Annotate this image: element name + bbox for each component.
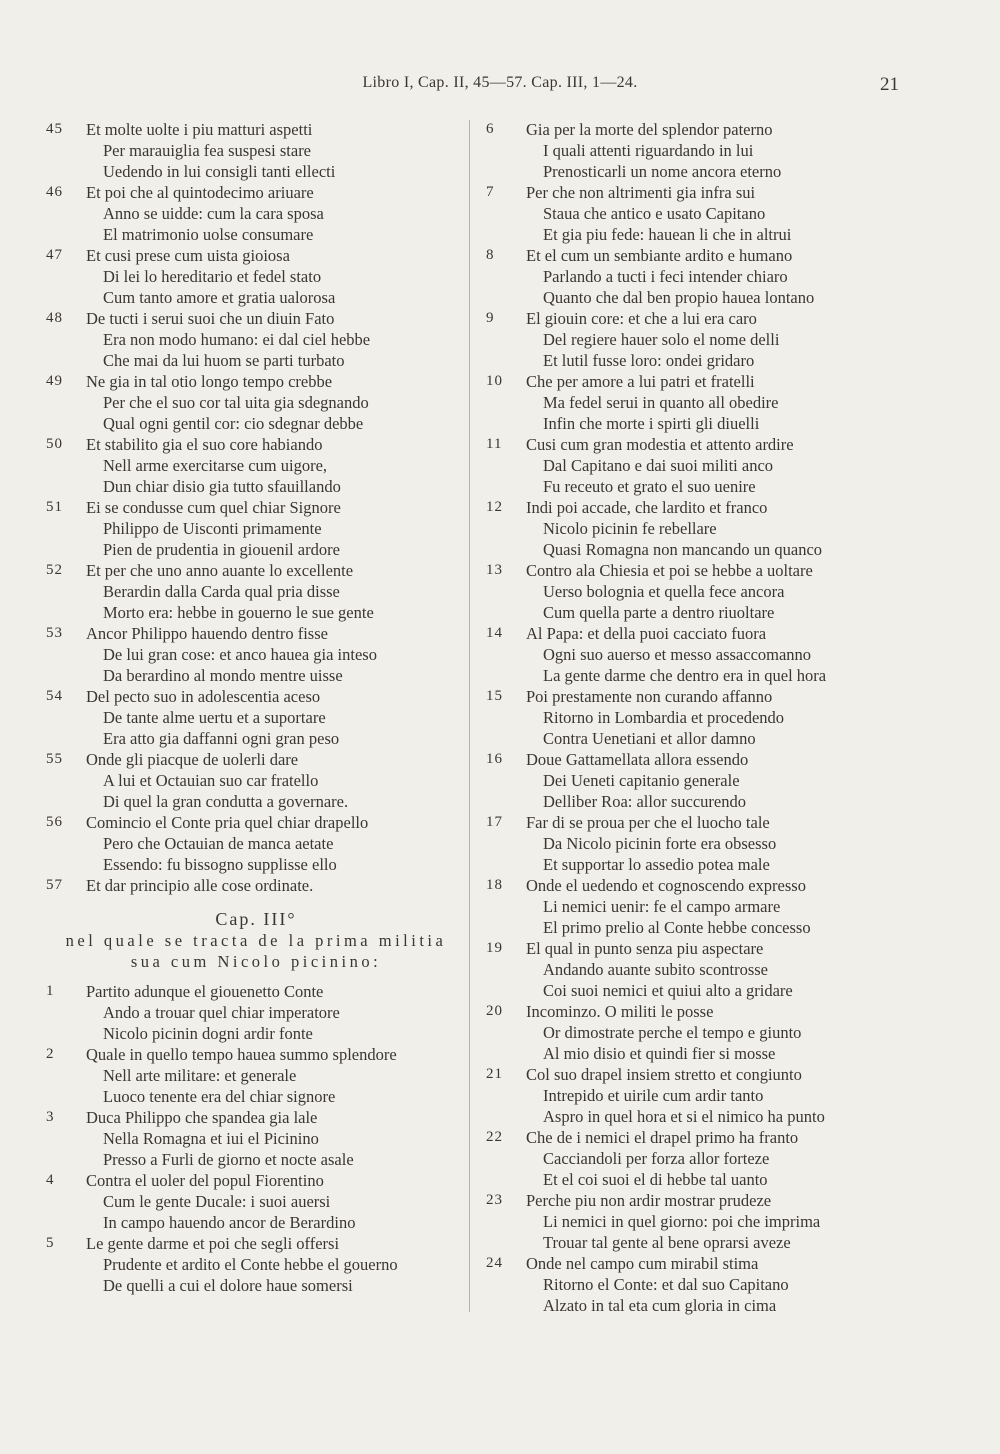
right-stanzas xyxy=(486,119,906,1316)
verse-line: Dun chiar disio gia tutto sfauillando xyxy=(103,477,341,496)
stanza xyxy=(486,749,906,812)
verse-line: Et stabilito gia el suo core habiando xyxy=(86,435,323,454)
verse-line: Del pecto suo in adolescentia aceso xyxy=(86,687,321,706)
verse-line: De tucti i serui suoi che un diuin Fato xyxy=(86,309,335,328)
verse-line: Infin che morte i spirti gli diuelli xyxy=(543,414,760,433)
stanza xyxy=(46,1233,466,1296)
stanza-number: 10 xyxy=(486,373,503,389)
verse-line: Pien de prudentia in giouenil ardore xyxy=(103,540,340,559)
verse-line: Comincio el Conte pria quel chiar drapello xyxy=(86,813,369,832)
stanza-number: 24 xyxy=(486,1255,503,1271)
stanza-number: 57 xyxy=(46,877,63,893)
verse-line: Li nemici in quel giorno: poi che imprima xyxy=(543,1212,821,1231)
stanza-number: 19 xyxy=(486,940,503,956)
stanza-number: 6 xyxy=(486,121,495,137)
verse-line: El qual in punto senza piu aspectare xyxy=(526,939,764,958)
verse-line: Che de i nemici el drapel primo ha franto xyxy=(526,1128,799,1147)
verse-line: Era non modo humano: ei dal ciel hebbe xyxy=(103,330,371,349)
verse-line: Onde nel campo cum mirabil stima xyxy=(526,1254,759,1273)
verse-line: Ancor Philippo hauendo dentro fisse xyxy=(86,624,328,643)
stanza-number: 49 xyxy=(46,373,63,389)
verse-line: Et gia piu fede: hauean li che in altrui xyxy=(543,225,792,244)
stanza xyxy=(486,245,906,308)
verse-line: Di lei lo hereditario et fedel stato xyxy=(103,267,322,286)
stanza-number: 5 xyxy=(46,1235,55,1251)
left-column xyxy=(46,119,466,1296)
verse-line: Cacciandoli per forza allor forteze xyxy=(543,1149,770,1168)
stanza xyxy=(46,749,466,812)
stanza xyxy=(46,1044,466,1107)
column-divider xyxy=(469,120,470,1312)
verse-line: Quale in quello tempo hauea summo splendore xyxy=(86,1045,397,1064)
verse-line: Et el coi suoi el di hebbe tal uanto xyxy=(543,1170,768,1189)
stanza-number: 46 xyxy=(46,184,63,200)
verse-line: Era atto gia daffanni ogni gran peso xyxy=(103,729,340,748)
verse-line: Or dimostrate perche el tempo e giunto xyxy=(543,1023,802,1042)
verse-line: Incominzo. O militi le posse xyxy=(526,1002,714,1021)
stanza-number: 7 xyxy=(486,184,495,200)
stanza xyxy=(486,1001,906,1064)
verse-line: Et molte uolte i piu matturi aspetti xyxy=(86,120,313,139)
verse-line: Perche piu non ardir mostrar prudeze xyxy=(526,1191,772,1210)
stanza-number: 14 xyxy=(486,625,503,641)
verse-line: Intrepido et uirile cum ardir tanto xyxy=(543,1086,764,1105)
verse-line: Da berardino al mondo mentre uisse xyxy=(103,666,343,685)
verse-line: Ritorno in Lombardia et procedendo xyxy=(543,708,785,727)
verse-line: Quanto che dal ben propio hauea lontano xyxy=(543,288,815,307)
stanza xyxy=(486,119,906,182)
stanza xyxy=(46,623,466,686)
chapter-subtitle-line: nel quale se tracta de la prima militia xyxy=(65,931,447,950)
stanza-number: 45 xyxy=(46,121,63,137)
stanza-number: 8 xyxy=(486,247,495,263)
verse-line: Luoco tenente era del chiar signore xyxy=(103,1087,336,1106)
stanza-number: 3 xyxy=(46,1109,55,1125)
stanza xyxy=(486,434,906,497)
verse-line: Et per che uno anno auante lo excellente xyxy=(86,561,354,580)
verse-line: Che per amore a lui patri et fratelli xyxy=(526,372,755,391)
verse-line: De quelli a cui el dolore haue somersi xyxy=(103,1276,353,1295)
verse-line: El primo prelio al Conte hebbe concesso xyxy=(543,918,811,937)
verse-line: Indi poi accade, che lardito et franco xyxy=(526,498,768,517)
verse-line: Onde gli piacque de uolerli dare xyxy=(86,750,299,769)
stanza-number: 16 xyxy=(486,751,503,767)
verse-line: Et poi che al quintodecimo ariuare xyxy=(86,183,314,202)
verse-line: El giouin core: et che a lui era caro xyxy=(526,309,757,328)
stanza xyxy=(46,1107,466,1170)
stanza xyxy=(486,875,906,938)
verse-line: Nell arme exercitarse cum uigore, xyxy=(103,456,328,475)
stanza xyxy=(46,308,466,371)
chapter-title: Cap. III° xyxy=(215,909,297,929)
verse-line: I quali attenti riguardando in lui xyxy=(543,141,754,160)
running-head: Libro I, Cap. II, 45—57. Cap. III, 1—24. xyxy=(362,74,638,91)
stanza xyxy=(486,812,906,875)
verse-line: Per marauiglia fea suspesi stare xyxy=(103,141,312,160)
verse-line: Fu receuto et grato el suo uenire xyxy=(543,477,756,496)
stanza xyxy=(486,560,906,623)
stanza xyxy=(46,245,466,308)
verse-line: De lui gran cose: et anco hauea gia inteso xyxy=(103,645,377,664)
verse-line: Coi suoi nemici et quiui alto a gridare xyxy=(543,981,793,1000)
stanza-number: 15 xyxy=(486,688,503,704)
verse-line: Per che el suo cor tal uita gia sdegnando xyxy=(103,393,369,412)
verse-line: Nella Romagna et iui el Picinino xyxy=(103,1129,319,1148)
verse-line: Ando a trouar quel chiar imperatore xyxy=(103,1003,340,1022)
verse-line: Di quel la gran condutta a governare. xyxy=(103,792,349,811)
verse-line: Dal Capitano e dai suoi militi anco xyxy=(543,456,774,475)
verse-line: Ogni suo auerso et messo assaccomanno xyxy=(543,645,812,664)
stanza-number: 21 xyxy=(486,1066,503,1082)
verse-line: Cusi cum gran modestia et attento ardire xyxy=(526,435,794,454)
stanza xyxy=(486,308,906,371)
stanza-number: 56 xyxy=(46,814,63,830)
stanza-number: 20 xyxy=(486,1003,503,1019)
verse-line: Che mai da lui huom se parti turbato xyxy=(103,351,345,370)
left-stanzas-chapter-2 xyxy=(46,119,466,896)
verse-line: Cum le gente Ducale: i suoi auersi xyxy=(103,1192,331,1211)
verse-line: Per che non altrimenti gia infra sui xyxy=(526,183,756,202)
stanza xyxy=(486,371,906,434)
stanza-number: 1 xyxy=(46,983,55,999)
stanza-number: 13 xyxy=(486,562,503,578)
verse-line: Da Nicolo picinin forte era obsesso xyxy=(543,834,777,853)
stanza xyxy=(486,497,906,560)
stanza xyxy=(46,371,466,434)
stanza-number: 11 xyxy=(486,436,503,452)
stanza xyxy=(46,686,466,749)
stanza-number: 9 xyxy=(486,310,495,326)
page-number: 21 xyxy=(880,74,899,95)
verse-line: Uerso bolognia et quella fece ancora xyxy=(543,582,785,601)
verse-line: Presso a Furli de giorno et nocte asale xyxy=(103,1150,354,1169)
stanza xyxy=(46,1170,466,1233)
verse-line: Morto era: hebbe in gouerno le sue gente xyxy=(103,603,374,622)
chapter-heading xyxy=(46,908,466,972)
verse-line: Nicolo picinin fe rebellare xyxy=(543,519,717,538)
stanza xyxy=(486,623,906,686)
verse-line: Li nemici uenir: fe el campo armare xyxy=(543,897,781,916)
verse-line: Doue Gattamellata allora essendo xyxy=(526,750,749,769)
stanza-number: 4 xyxy=(46,1172,55,1188)
verse-line: El matrimonio uolse consumare xyxy=(103,225,314,244)
stanza-number: 22 xyxy=(486,1129,503,1145)
verse-line: Ma fedel serui in quanto all obedire xyxy=(543,393,779,412)
left-stanzas-chapter-3 xyxy=(46,981,466,1296)
verse-line: Staua che antico e usato Capitano xyxy=(543,204,766,223)
verse-line: Poi prestamente non curando affanno xyxy=(526,687,773,706)
verse-line: Del regiere hauer solo el nome delli xyxy=(543,330,780,349)
stanza-number: 53 xyxy=(46,625,63,641)
stanza xyxy=(486,1190,906,1253)
verse-line: Trouar tal gente al bene oprarsi aveze xyxy=(543,1233,791,1252)
stanza-number: 2 xyxy=(46,1046,55,1062)
verse-line: Nell arte militare: et generale xyxy=(103,1066,297,1085)
verse-line: Uedendo in lui consigli tanti ellecti xyxy=(103,162,336,181)
verse-line: De tante alme uertu et a suportare xyxy=(103,708,326,727)
verse-line: Andando auante subito scontrosse xyxy=(543,960,768,979)
verse-line: Et lutil fusse loro: ondei gridaro xyxy=(543,351,755,370)
stanza-number: 52 xyxy=(46,562,63,578)
verse-line: Ritorno el Conte: et dal suo Capitano xyxy=(543,1275,789,1294)
stanza xyxy=(46,812,466,875)
verse-line: Contra el uoler del popul Fiorentino xyxy=(86,1171,324,1190)
verse-line: Contro ala Chiesia et poi se hebbe a uoltare xyxy=(526,561,813,580)
verse-line: Al mio disio et quindi fier si mosse xyxy=(543,1044,776,1063)
verse-line: Essendo: fu bissogno supplisse ello xyxy=(103,855,337,874)
right-column xyxy=(486,119,906,1316)
verse-line: Et supportar lo assedio potea male xyxy=(543,855,770,874)
stanza-number: 55 xyxy=(46,751,63,767)
verse-line: Cum quella parte a dentro riuoltare xyxy=(543,603,775,622)
stanza-number: 18 xyxy=(486,877,503,893)
verse-line: Cum tanto amore et gratia ualorosa xyxy=(103,288,336,307)
verse-line: Quasi Romagna non mancando un quanco xyxy=(543,540,823,559)
stanza-number: 50 xyxy=(46,436,63,452)
verse-line: Prudente et ardito el Conte hebbe el gouerno xyxy=(103,1255,398,1274)
stanza-number: 51 xyxy=(46,499,63,515)
verse-line: Qual ogni gentil cor: cio sdegnar debbe xyxy=(103,414,364,433)
verse-line: Berardin dalla Carda qual pria disse xyxy=(103,582,340,601)
stanza xyxy=(486,1253,906,1316)
stanza xyxy=(46,119,466,182)
verse-line: Contra Uenetiani et allor damno xyxy=(543,729,756,748)
stanza xyxy=(486,1064,906,1127)
verse-line: Onde el uedendo et cognoscendo expresso xyxy=(526,876,806,895)
stanza xyxy=(486,1127,906,1190)
verse-line: Prenosticarli un nome ancora eterno xyxy=(543,162,782,181)
stanza xyxy=(486,686,906,749)
verse-line: Gia per la morte del splendor paterno xyxy=(526,120,773,139)
verse-line: Le gente darme et poi che segli offersi xyxy=(86,1234,340,1253)
stanza-number: 47 xyxy=(46,247,63,263)
verse-line: La gente darme che dentro era in quel hora xyxy=(543,666,827,685)
stanza xyxy=(46,182,466,245)
stanza-number: 48 xyxy=(46,310,63,326)
verse-line: Et cusi prese cum uista gioiosa xyxy=(86,246,290,265)
verse-line: Et dar principio alle cose ordinate. xyxy=(86,876,314,895)
verse-line: Al Papa: et della puoi cacciato fuora xyxy=(526,624,767,643)
verse-line: In campo hauendo ancor de Berardino xyxy=(103,1213,356,1232)
stanza xyxy=(486,938,906,1001)
verse-line: A lui et Octauian suo car fratello xyxy=(103,771,319,790)
verse-line: Alzato in tal eta cum gloria in cima xyxy=(543,1296,777,1315)
verse-line: Duca Philippo che spandea gia lale xyxy=(86,1108,318,1127)
stanza xyxy=(46,560,466,623)
stanza xyxy=(46,497,466,560)
verse-line: Delliber Roa: allor succurendo xyxy=(543,792,746,811)
stanza-number: 17 xyxy=(486,814,503,830)
verse-line: Far di se proua per che el luocho tale xyxy=(526,813,770,832)
verse-line: Nicolo picinin dogni ardir fonte xyxy=(103,1024,313,1043)
verse-line: Aspro in quel hora et si el nimico ha punto xyxy=(543,1107,825,1126)
stanza-number: 23 xyxy=(486,1192,503,1208)
verse-line: Partito adunque el giouenetto Conte xyxy=(86,982,324,1001)
stanza xyxy=(46,434,466,497)
stanza xyxy=(46,981,466,1044)
verse-line: Ei se condusse cum quel chiar Signore xyxy=(86,498,341,517)
verse-line: Pero che Octauian de manca aetate xyxy=(103,834,334,853)
verse-line: Et el cum un sembiante ardito e humano xyxy=(526,246,793,265)
stanza-number: 12 xyxy=(486,499,503,515)
verse-line: Dei Ueneti capitanio generale xyxy=(543,771,740,790)
verse-line: Ne gia in tal otio longo tempo crebbe xyxy=(86,372,333,391)
verse-line: Col suo drapel insiem stretto et congiunto xyxy=(526,1065,802,1084)
stanza-number: 54 xyxy=(46,688,63,704)
verse-line: Philippo de Uisconti primamente xyxy=(103,519,322,538)
verse-line: Anno se uidde: cum la cara sposa xyxy=(103,204,324,223)
verse-line: Parlando a tucti i feci intender chiaro xyxy=(543,267,788,286)
stanza xyxy=(486,182,906,245)
chapter-subtitle-line: sua cum Nicolo picinino: xyxy=(130,952,382,971)
stanza xyxy=(46,875,466,896)
